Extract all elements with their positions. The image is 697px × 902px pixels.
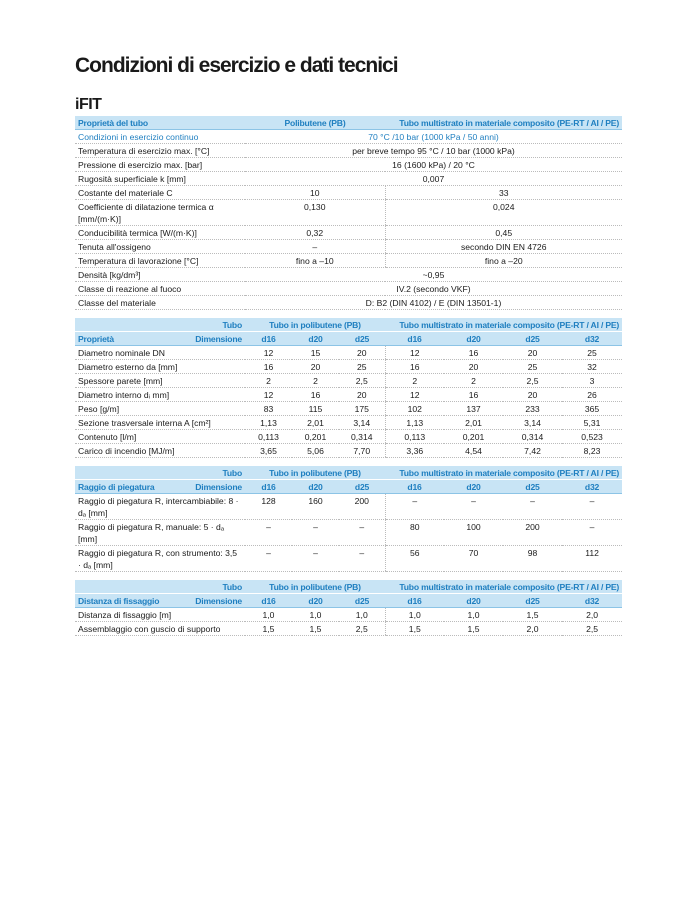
row-value: IV.2 (secondo VKF) <box>245 282 622 296</box>
row-value: 16 <box>444 388 503 402</box>
pb-group-header: Tubo in polibutene (PB) <box>245 580 385 594</box>
dimension-header: d32 <box>562 332 622 346</box>
row-value: 2,5 <box>339 374 385 388</box>
table-row <box>75 240 622 254</box>
row-label: Tenuta all'ossigeno <box>75 240 245 254</box>
dimension-header: d25 <box>339 480 385 494</box>
row-value: 233 <box>503 402 562 416</box>
row-label: Condizioni in esercizio continuo <box>75 130 245 144</box>
row-value: 2,01 <box>292 416 339 430</box>
row-value: 112 <box>562 546 622 572</box>
column-header: Polibutene (PB) <box>245 116 385 130</box>
row-value: 1,0 <box>292 608 339 622</box>
row-value: 115 <box>292 402 339 416</box>
table-header-row <box>75 332 622 346</box>
row-value: 2 <box>292 374 339 388</box>
row-label: Diametro interno dᵢ mm] <box>75 388 245 402</box>
row-value: 102 <box>385 402 444 416</box>
row-value: 365 <box>562 402 622 416</box>
table-header-row <box>75 116 622 130</box>
table-row <box>75 158 622 172</box>
row-value: 15 <box>292 346 339 360</box>
row-label: Temperatura di lavorazione [°C] <box>75 254 245 268</box>
row-value: 0,201 <box>444 430 503 444</box>
row-value: 0,007 <box>245 172 622 186</box>
page-title: Condizioni di esercizio e dati tecnici <box>75 54 398 77</box>
table-row <box>75 130 622 144</box>
row-value: – <box>292 546 339 572</box>
row-value: 200 <box>339 494 385 520</box>
pb-value: 0,32 <box>245 226 385 240</box>
row-value: 5,31 <box>562 416 622 430</box>
row-value: 0,113 <box>385 430 444 444</box>
row-value: 16 <box>292 388 339 402</box>
row-value: 70 <box>444 546 503 572</box>
dimension-header: d20 <box>444 332 503 346</box>
row-value: 32 <box>562 360 622 374</box>
table-row <box>75 282 622 296</box>
row-value: 70 °C /10 bar (1000 kPa / 50 anni) <box>245 130 622 144</box>
table-row <box>75 144 622 158</box>
dimension-header: d16 <box>245 480 292 494</box>
row-label: Coefficiente di dilatazione termica α [mm/(m·K)] <box>75 200 245 226</box>
row-value: 2,5 <box>503 374 562 388</box>
row-value: 100 <box>444 520 503 546</box>
table-header-row <box>75 594 622 608</box>
table-row <box>75 360 622 374</box>
row-value: 137 <box>444 402 503 416</box>
table-row <box>75 608 622 622</box>
composite-value: fino a –20 <box>385 254 622 268</box>
property-label: Distanza di fissaggio <box>78 596 160 606</box>
row-value: 26 <box>562 388 622 402</box>
table-row <box>75 374 622 388</box>
row-value: 1,5 <box>503 608 562 622</box>
dimension-header: d20 <box>444 594 503 608</box>
row-value: 1,0 <box>385 608 444 622</box>
row-value: 2,01 <box>444 416 503 430</box>
table-row <box>75 430 622 444</box>
row-value: 1,5 <box>292 622 339 636</box>
property-label: Proprietà <box>78 334 114 344</box>
row-value: 16 <box>245 360 292 374</box>
property-header <box>75 480 245 494</box>
row-value: 1,13 <box>245 416 292 430</box>
row-label: Classe di reazione al fuoco <box>75 282 245 296</box>
table-row <box>75 296 622 310</box>
row-value: 56 <box>385 546 444 572</box>
row-value: 7,70 <box>339 444 385 458</box>
row-value: 1,0 <box>339 608 385 622</box>
section-title: iFIT <box>75 96 102 113</box>
table-group-header <box>75 580 622 594</box>
row-label: Contenuto [l/m] <box>75 430 245 444</box>
row-value: 20 <box>503 346 562 360</box>
row-value: 20 <box>339 346 385 360</box>
row-value: 1,0 <box>444 608 503 622</box>
row-value: 1,5 <box>245 622 292 636</box>
property-header <box>75 332 245 346</box>
row-value: 83 <box>245 402 292 416</box>
row-label: Conducibilità termica [W/(m·K)] <box>75 226 245 240</box>
row-label: Diametro nominale DN <box>75 346 245 360</box>
composite-group-header: Tubo multistrato in materiale composito (PE-RT / AI / PE) <box>385 580 622 594</box>
row-value: 200 <box>503 520 562 546</box>
tube-label: Tubo <box>75 466 245 480</box>
row-value: 0,201 <box>292 430 339 444</box>
dimension-header: d16 <box>385 332 444 346</box>
tables-container <box>75 116 622 664</box>
row-value: 20 <box>292 360 339 374</box>
row-label: Temperatura di esercizio max. [°C] <box>75 144 245 158</box>
table-group-header <box>75 466 622 480</box>
row-label: Sezione trasversale interna A [cm²] <box>75 416 245 430</box>
pb-value: 10 <box>245 186 385 200</box>
row-label: Raggio di piegatura R, intercambiabile: 8 · dₐ [mm] <box>75 494 245 520</box>
row-label: Peso [g/m] <box>75 402 245 416</box>
row-value: – <box>385 494 444 520</box>
row-value: 16 <box>385 360 444 374</box>
fixing-distance-table <box>75 580 622 636</box>
composite-value: secondo DIN EN 4726 <box>385 240 622 254</box>
dimension-header: d16 <box>385 480 444 494</box>
row-value: 2,0 <box>562 608 622 622</box>
row-label: Raggio di piegatura R, con strumento: 3,5 · dₐ [mm] <box>75 546 245 572</box>
row-value: – <box>339 520 385 546</box>
composite-value: 0,45 <box>385 226 622 240</box>
dimension-header: d16 <box>245 332 292 346</box>
row-value: – <box>245 546 292 572</box>
row-value: 3,14 <box>503 416 562 430</box>
row-value: 12 <box>245 388 292 402</box>
table-row <box>75 444 622 458</box>
row-value: 4,54 <box>444 444 503 458</box>
row-label: Raggio di piegatura R, manuale: 5 · dₐ [mm] <box>75 520 245 546</box>
column-header: Tubo multistrato in materiale composito (PE-RT / AI / PE) <box>385 116 622 130</box>
row-label: Classe del materiale <box>75 296 245 310</box>
row-value: 2 <box>245 374 292 388</box>
row-value: – <box>292 520 339 546</box>
row-label: Carico di incendio [MJ/m] <box>75 444 245 458</box>
row-value: 128 <box>245 494 292 520</box>
pb-group-header: Tubo in polibutene (PB) <box>245 466 385 480</box>
composite-value: 0,024 <box>385 200 622 226</box>
row-value: 0,523 <box>562 430 622 444</box>
row-value: 1,13 <box>385 416 444 430</box>
row-value: – <box>562 494 622 520</box>
dimension-header: d20 <box>292 332 339 346</box>
row-value: 175 <box>339 402 385 416</box>
dimension-header: d25 <box>503 480 562 494</box>
row-value: 16 (1600 kPa) / 20 °C <box>245 158 622 172</box>
row-value: – <box>503 494 562 520</box>
row-value: per breve tempo 95 °C / 10 bar (1000 kPa) <box>245 144 622 158</box>
row-value: – <box>245 520 292 546</box>
dimension-header: d20 <box>292 480 339 494</box>
dimension-header: d25 <box>339 332 385 346</box>
row-value: 1,0 <box>245 608 292 622</box>
row-value: 5,06 <box>292 444 339 458</box>
row-label: Costante del materiale C <box>75 186 245 200</box>
row-value: 12 <box>385 346 444 360</box>
row-value: 25 <box>339 360 385 374</box>
property-label: Raggio di piegatura <box>78 482 155 492</box>
dimension-header: d16 <box>245 594 292 608</box>
row-value: 0,314 <box>339 430 385 444</box>
dimension-header: d16 <box>385 594 444 608</box>
row-value: 0,314 <box>503 430 562 444</box>
row-label: Distanza di fissaggio [m] <box>75 608 245 622</box>
dimension-header: d20 <box>444 480 503 494</box>
dimensions-table <box>75 318 622 458</box>
row-value: 25 <box>562 346 622 360</box>
row-value: 160 <box>292 494 339 520</box>
row-value: D: B2 (DIN 4102) / E (DIN 13501-1) <box>245 296 622 310</box>
table-row <box>75 402 622 416</box>
pipe-properties-table <box>75 116 622 310</box>
row-value: – <box>562 520 622 546</box>
table-row <box>75 494 622 520</box>
dimension-header: d25 <box>339 594 385 608</box>
table-row <box>75 622 622 636</box>
column-header: Proprietà del tubo <box>75 116 245 130</box>
row-value: 2,5 <box>562 622 622 636</box>
table-row <box>75 172 622 186</box>
row-value: 80 <box>385 520 444 546</box>
table-header-row <box>75 480 622 494</box>
table-group-header <box>75 318 622 332</box>
dimension-header: d25 <box>503 332 562 346</box>
bending-radius-table <box>75 466 622 572</box>
dimension-label: Dimensione <box>195 596 242 606</box>
composite-group-header: Tubo multistrato in materiale composito (PE-RT / AI / PE) <box>385 466 622 480</box>
row-value: 25 <box>503 360 562 374</box>
row-value: ~0,95 <box>245 268 622 282</box>
table-row <box>75 254 622 268</box>
table-row <box>75 186 622 200</box>
row-value: 2,5 <box>339 622 385 636</box>
table-row <box>75 416 622 430</box>
row-value: 98 <box>503 546 562 572</box>
dimension-label: Dimensione <box>195 334 242 344</box>
dimension-header: d32 <box>562 594 622 608</box>
row-label: Rugosità superficiale k [mm] <box>75 172 245 186</box>
table-row <box>75 346 622 360</box>
row-value: 1,5 <box>385 622 444 636</box>
composite-value: 33 <box>385 186 622 200</box>
dimension-header: d32 <box>562 480 622 494</box>
row-value: 3,65 <box>245 444 292 458</box>
row-label: Pressione di esercizio max. [bar] <box>75 158 245 172</box>
pb-value: 0,130 <box>245 200 385 226</box>
table-row <box>75 520 622 546</box>
composite-group-header: Tubo multistrato in materiale composito (PE-RT / AI / PE) <box>385 318 622 332</box>
tube-label: Tubo <box>75 318 245 332</box>
property-header <box>75 594 245 608</box>
row-value: 2 <box>385 374 444 388</box>
dimension-header: d25 <box>503 594 562 608</box>
row-value: 3,36 <box>385 444 444 458</box>
row-label: Densità [kg/dm³] <box>75 268 245 282</box>
row-value: 20 <box>444 360 503 374</box>
dimension-label: Dimensione <box>195 482 242 492</box>
row-value: 8,23 <box>562 444 622 458</box>
table-row <box>75 226 622 240</box>
row-value: 3 <box>562 374 622 388</box>
table-row <box>75 546 622 572</box>
row-value: 3,14 <box>339 416 385 430</box>
table-row <box>75 388 622 402</box>
row-value: – <box>339 546 385 572</box>
row-value: 20 <box>339 388 385 402</box>
pb-value: – <box>245 240 385 254</box>
table-row <box>75 268 622 282</box>
table-row <box>75 200 622 226</box>
row-value: 2 <box>444 374 503 388</box>
row-value: 12 <box>385 388 444 402</box>
dimension-header: d20 <box>292 594 339 608</box>
pb-value: fino a –10 <box>245 254 385 268</box>
row-value: 12 <box>245 346 292 360</box>
row-value: 2,0 <box>503 622 562 636</box>
row-value: 20 <box>503 388 562 402</box>
row-value: 7,42 <box>503 444 562 458</box>
tube-label: Tubo <box>75 580 245 594</box>
row-label: Spessore parete [mm] <box>75 374 245 388</box>
pb-group-header: Tubo in polibutene (PB) <box>245 318 385 332</box>
row-value: 1,5 <box>444 622 503 636</box>
row-value: 0,113 <box>245 430 292 444</box>
row-value: – <box>444 494 503 520</box>
row-value: 16 <box>444 346 503 360</box>
row-label: Assemblaggio con guscio di supporto <box>75 622 245 636</box>
row-label: Diametro esterno da [mm] <box>75 360 245 374</box>
